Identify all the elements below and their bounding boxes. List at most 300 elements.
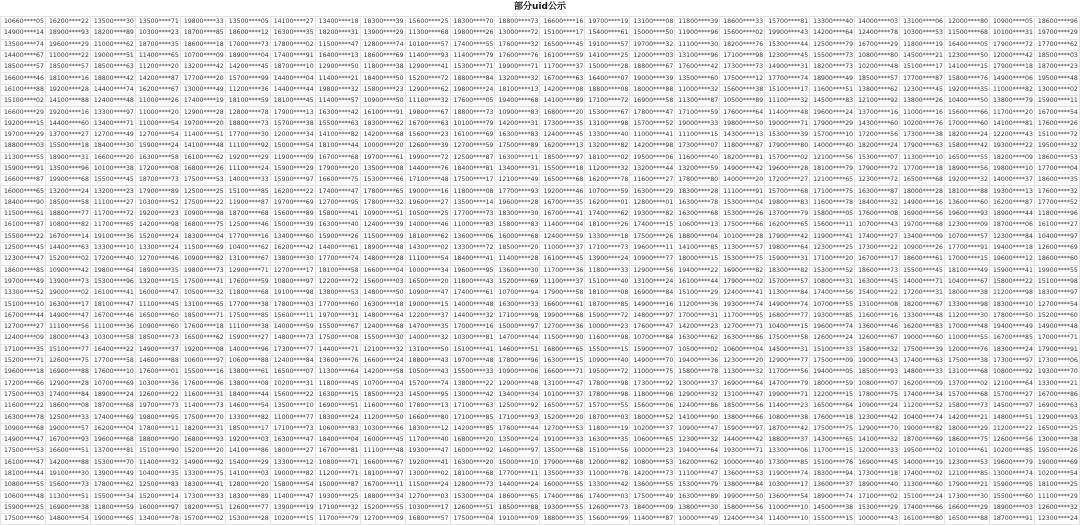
uid-cell: 10900****06: [495, 367, 540, 378]
uid-cell: 10300****52: [135, 197, 180, 208]
uid-cell: 18100****45: [270, 96, 315, 107]
uid-cell: 17500****70: [180, 412, 225, 423]
uid-cell: 18300****62: [360, 118, 405, 129]
uid-cell: 16300****87: [855, 186, 900, 197]
uid-cell: 12300****72: [855, 175, 900, 186]
uid-cell: 14700****35: [405, 322, 450, 333]
uid-cell: 13600****60: [945, 197, 990, 208]
uid-cell: 18200****31: [315, 28, 360, 39]
uid-cell: 18700****68: [90, 401, 135, 412]
uid-cell: 10900****82: [180, 254, 225, 265]
uid-cell: 16700****46: [90, 310, 135, 321]
uid-cell: 11000****55: [945, 333, 990, 344]
uid-cell: 12900****28: [45, 378, 90, 389]
uid-cell: 15200****72: [405, 73, 450, 84]
uid-cell: 15800****32: [855, 344, 900, 355]
uid-cell: 17100****02: [855, 491, 900, 502]
uid-cell: 12000****03: [630, 50, 675, 61]
uid-cell: 11300****68: [405, 28, 450, 39]
uid-cell: 17600****18: [180, 322, 225, 333]
uid-cell: 15300****75: [720, 254, 765, 265]
uid-cell: 19800****50: [720, 118, 765, 129]
uid-cell: 17700****58: [90, 355, 135, 366]
uid-cell: 12600****39: [405, 141, 450, 152]
uid-cell: 11500****47: [315, 39, 360, 50]
uid-cell: 14400****24: [495, 480, 540, 491]
uid-cell: 18300****94: [810, 468, 855, 479]
table-row: [1, 401, 1080, 412]
uid-cell: 16700****29: [855, 39, 900, 50]
uid-cell: 15500****60: [989, 491, 1034, 502]
uid-cell: 17500****09: [810, 355, 855, 366]
uid-cell: 17600****96: [180, 378, 225, 389]
uid-cell: 18600****53: [1034, 152, 1079, 163]
uid-cell: 18500****57: [855, 73, 900, 84]
uid-cell: 17100****35: [1, 344, 46, 355]
uid-cell: 14200****45: [225, 62, 270, 73]
uid-cell: 18600****75: [945, 434, 990, 445]
uid-cell: 16700****81: [315, 446, 360, 457]
uid-cell: 13600****55: [630, 480, 675, 491]
uid-cell: 19000****02: [45, 288, 90, 299]
uid-cell: 14900****74: [765, 299, 810, 310]
uid-cell: 18300****89: [225, 491, 270, 502]
uid-cell: 18700****68: [225, 209, 270, 220]
uid-cell: 13800****66: [720, 412, 765, 423]
uid-cell: 16000****65: [1, 186, 46, 197]
uid-cell: 16100****59: [540, 50, 585, 61]
uid-cell: 17100****32: [315, 502, 360, 513]
uid-cell: 12600****67: [855, 333, 900, 344]
uid-cell: 10700****55: [810, 299, 855, 310]
uid-cell: 18200****76: [720, 39, 765, 50]
uid-cell: 17900****91: [1034, 344, 1079, 355]
uid-cell: 13800****61: [225, 367, 270, 378]
uid-cell: 14300****02: [405, 242, 450, 253]
uid-cell: 17000****71: [1034, 333, 1079, 344]
uid-cell: 17700****04: [1034, 163, 1079, 174]
uid-cell: 19700****20: [180, 118, 225, 129]
uid-cell: 11000****37: [540, 242, 585, 253]
uid-cell: 11300****84: [765, 288, 810, 299]
uid-cell: 16300****58: [135, 152, 180, 163]
uid-cell: 12700****46: [135, 254, 180, 265]
table-row: [1, 480, 1080, 491]
uid-cell: 19600****79: [989, 457, 1034, 468]
uid-cell: 19600****93: [945, 209, 990, 220]
uid-cell: 18100****26: [585, 220, 630, 231]
uid-cell: 12100****85: [945, 468, 990, 479]
uid-cell: 19000****69: [1034, 457, 1079, 468]
uid-cell: 10200****31: [270, 378, 315, 389]
table-row: [1, 355, 1080, 366]
uid-cell: 15100****40: [585, 276, 630, 287]
uid-cell: 17600****08: [855, 209, 900, 220]
uid-cell: 19800****73: [180, 265, 225, 276]
uid-cell: 14900****47: [45, 310, 90, 321]
uid-cell: 12800****01: [630, 197, 675, 208]
uid-cell: 10700****09: [180, 50, 225, 61]
uid-cell: 19300****85: [810, 310, 855, 321]
uid-cell: 14400****42: [720, 434, 765, 445]
uid-cell: 13600****06: [450, 231, 495, 242]
uid-cell: 12600****22: [135, 389, 180, 400]
uid-cell: 17300****07: [675, 141, 720, 152]
uid-cell: 12900****77: [765, 355, 810, 366]
uid-cell: 18000****27: [270, 446, 315, 457]
uid-cell: 16300****83: [495, 129, 540, 140]
table-row: [1, 50, 1080, 61]
uid-cell: 18100****49: [945, 265, 990, 276]
uid-cell: 11500****69: [180, 242, 225, 253]
uid-cell: 17700****38: [225, 299, 270, 310]
uid-cell: 19900****68: [540, 310, 585, 321]
uid-cell: 11000****16: [900, 107, 945, 118]
uid-cell: 18500****93: [855, 367, 900, 378]
uid-cell: 17900****72: [989, 39, 1034, 50]
uid-cell: 13100****98: [585, 118, 630, 129]
uid-cell: 19000****33: [675, 118, 720, 129]
uid-cell: 11700****40: [405, 434, 450, 445]
uid-cell: 18800****43: [405, 355, 450, 366]
uid-cell: 16600****51: [45, 446, 90, 457]
uid-cell: 18800****08: [585, 84, 630, 95]
uid-cell: 16600****87: [1, 175, 46, 186]
uid-cell: 10800****97: [270, 276, 315, 287]
uid-cell: 10300****66: [360, 423, 405, 434]
uid-cell: 18400****04: [315, 434, 360, 445]
uid-cell: 11100****32: [405, 96, 450, 107]
uid-cell: 11600****16: [855, 310, 900, 321]
uid-cell: 16300****89: [675, 491, 720, 502]
uid-cell: 11000****75: [630, 367, 675, 378]
uid-cell: 18700****03: [585, 412, 630, 423]
uid-cell: 18300****39: [360, 17, 405, 28]
uid-cell: 12200****72: [315, 276, 360, 287]
uid-cell: 14500****83: [810, 96, 855, 107]
uid-cell: 13100****50: [405, 344, 450, 355]
uid-cell: 17800****03: [270, 299, 315, 310]
uid-cell: 11400****21: [315, 73, 360, 84]
uid-cell: 14000****37: [989, 175, 1034, 186]
uid-cell: 10600****88: [225, 355, 270, 366]
uid-cell: 16300****45: [855, 276, 900, 287]
uid-cell: 12400****68: [360, 322, 405, 333]
uid-cell: 16400****05: [945, 39, 990, 50]
uid-cell: 16300****15: [540, 355, 585, 366]
uid-cell: 10800****38: [765, 412, 810, 423]
uid-cell: 16600****20: [90, 152, 135, 163]
uid-cell: 15200****02: [45, 254, 90, 265]
uid-cell: 15300****04: [450, 491, 495, 502]
uid-cell: 17800****32: [360, 197, 405, 208]
uid-cell: 14700****44: [495, 333, 540, 344]
uid-cell: 18600****96: [1034, 17, 1079, 28]
uid-cell: 16800****75: [180, 220, 225, 231]
uid-cell: 16500****57: [540, 401, 585, 412]
uid-cell: 10400****74: [900, 412, 945, 423]
uid-cell: 16700****44: [1, 310, 46, 321]
uid-cell: 13200****23: [90, 186, 135, 197]
uid-cell: 17800****65: [360, 186, 405, 197]
uid-cell: 13100****47: [720, 389, 765, 400]
uid-cell: 11500****61: [1, 209, 46, 220]
uid-cell: 12000****33: [855, 446, 900, 457]
uid-cell: 13500****24: [495, 434, 540, 445]
uid-cell: 16100****62: [180, 152, 225, 163]
uid-cell: 19000****15: [405, 299, 450, 310]
uid-cell: 15100****98: [1034, 276, 1079, 287]
uid-cell: 18300****28: [675, 186, 720, 197]
uid-cell: 19700****31: [315, 310, 360, 321]
uid-cell: 16100****91: [360, 107, 405, 118]
uid-cell: 10000****49: [675, 514, 720, 525]
uid-cell: 11900****74: [765, 468, 810, 479]
uid-cell: 13300****52: [1, 288, 46, 299]
uid-cell: 15700****99: [225, 73, 270, 84]
table-row: [1, 186, 1080, 197]
uid-cell: 11400****65: [135, 50, 180, 61]
uid-cell: 16000****47: [135, 288, 180, 299]
uid-cell: 14100****15: [945, 62, 990, 73]
uid-cell: 18400****09: [630, 502, 675, 513]
uid-cell: 11800****59: [90, 502, 135, 513]
uid-cell: 11300****64: [315, 367, 360, 378]
uid-cell: 19000****51: [90, 50, 135, 61]
uid-cell: 16300****18: [360, 299, 405, 310]
uid-cell: 15900****24: [135, 141, 180, 152]
uid-cell: 16900****63: [1034, 401, 1079, 412]
uid-cell: 17700****91: [945, 242, 990, 253]
uid-cell: 15900****31: [765, 254, 810, 265]
uid-cell: 13300****42: [585, 480, 630, 491]
uid-cell: 12900****48: [495, 378, 540, 389]
uid-cell: 19500****48: [1034, 73, 1079, 84]
uid-cell: 18800****90: [135, 434, 180, 445]
uid-cell: 15200****71: [1, 355, 46, 366]
uid-cell: 15600****89: [270, 209, 315, 220]
uid-cell: 13000****72: [495, 28, 540, 39]
uid-cell: 12600****77: [225, 502, 270, 513]
uid-cell: 14000****20: [720, 175, 765, 186]
uid-cell: 18400****50: [360, 73, 405, 84]
uid-cell: 19800****33: [180, 17, 225, 28]
uid-cell: 16100****69: [450, 129, 495, 140]
uid-cell: 15500****45: [900, 265, 945, 276]
uid-cell: 12500****33: [45, 412, 90, 423]
uid-cell: 12300****45: [900, 84, 945, 95]
uid-cell: 14400****32: [450, 310, 495, 321]
uid-cell: 14800****28: [360, 254, 405, 265]
uid-cell: 13400****71: [90, 118, 135, 129]
uid-cell: 13600****46: [855, 322, 900, 333]
uid-cell: 12900****93: [1034, 412, 1079, 423]
uid-cell: 18400****30: [90, 141, 135, 152]
uid-cell: 18700****06: [989, 220, 1034, 231]
uid-cell: 16100****44: [675, 276, 720, 287]
uid-cell: 15300****44: [765, 39, 810, 50]
uid-cell: 19700****69: [270, 197, 315, 208]
uid-cell: 15600****03: [360, 276, 405, 287]
uid-cell: 15600****25: [405, 17, 450, 28]
uid-cell: 13300****40: [585, 129, 630, 140]
uid-cell: 17300****35: [540, 118, 585, 129]
uid-cell: 10000****20: [360, 141, 405, 152]
uid-cell: 17700****11: [495, 468, 540, 479]
uid-cell: 12200****37: [405, 310, 450, 321]
uid-cell: 14100****82: [315, 129, 360, 140]
uid-cell: 16300****15: [315, 389, 360, 400]
uid-cell: 18800****35: [540, 514, 585, 525]
uid-cell: 11100****56: [45, 322, 90, 333]
uid-cell: 13400****09: [900, 231, 945, 242]
uid-cell: 13300****48: [900, 310, 945, 321]
uid-cell: 15500****73: [810, 50, 855, 61]
uid-cell: 11400****04: [540, 220, 585, 231]
uid-cell: 11200****71: [315, 468, 360, 479]
uid-cell: 18200****09: [989, 152, 1034, 163]
uid-cell: 10700****94: [495, 288, 540, 299]
uid-cell: 15600****02: [720, 28, 765, 39]
uid-cell: 12200****43: [989, 129, 1034, 140]
uid-cell: 11800****45: [315, 378, 360, 389]
uid-cell: 11600****51: [810, 84, 855, 95]
uid-cell: 14800****73: [270, 333, 315, 344]
uid-cell: 15700****81: [765, 17, 810, 28]
uid-cell: 15900****97: [270, 175, 315, 186]
uid-cell: 11300****60: [900, 480, 945, 491]
uid-cell: 11100****91: [720, 186, 765, 197]
uid-cell: 15900****26: [315, 231, 360, 242]
uid-cell: 14000****19: [900, 457, 945, 468]
uid-cell: 15900****91: [1, 163, 46, 174]
uid-cell: 13600****37: [810, 480, 855, 491]
uid-cell: 10300****17: [765, 480, 810, 491]
uid-cell: 11100****48: [360, 446, 405, 457]
uid-cell: 18900****56: [945, 163, 990, 174]
uid-cell: 19300****70: [1034, 367, 1079, 378]
uid-cell: 13300****06: [765, 446, 810, 457]
uid-cell: 19800****95: [135, 412, 180, 423]
uid-cell: 16100****88: [1, 84, 46, 95]
uid-cell: 13800****26: [900, 96, 945, 107]
uid-cell: 13200****82: [585, 141, 630, 152]
uid-cell: 17100****73: [585, 242, 630, 253]
uid-cell: 11800****96: [1034, 209, 1079, 220]
uid-cell: 12100****56: [810, 152, 855, 163]
uid-cell: 13200****59: [675, 163, 720, 174]
uid-cell: 19800****32: [315, 84, 360, 95]
uid-cell: 16100****80: [900, 514, 945, 525]
uid-cell: 17400****55: [450, 39, 495, 50]
uid-cell: 13500****74: [1, 39, 46, 50]
uid-cell: 14100****48: [180, 141, 225, 152]
uid-cell: 15100****17: [900, 62, 945, 73]
uid-cell: 16000****55: [540, 480, 585, 491]
uid-cell: 10600****04: [720, 344, 765, 355]
uid-cell: 11000****82: [989, 84, 1034, 95]
uid-cell: 12400****86: [675, 401, 720, 412]
uid-cell: 17000****31: [675, 310, 720, 321]
uid-cell: 17100****72: [585, 96, 630, 107]
uid-cell: 14100****03: [225, 468, 270, 479]
uid-cell: 12100****65: [810, 175, 855, 186]
uid-cell: 18800****73: [450, 107, 495, 118]
uid-cell: 14900****06: [989, 73, 1034, 84]
uid-cell: 17500****04: [450, 514, 495, 525]
uid-cell: 13800****84: [720, 480, 765, 491]
uid-cell: 18900****40: [855, 480, 900, 491]
uid-cell: 16000****45: [360, 434, 405, 445]
uid-cell: 11800****33: [585, 265, 630, 276]
uid-cell: 13900****19: [270, 502, 315, 513]
uid-cell: 10100****31: [989, 28, 1034, 39]
uid-cell: 18100****44: [315, 141, 360, 152]
uid-cell: 19300****82: [630, 209, 675, 220]
uid-cell: 18800****04: [675, 231, 720, 242]
uid-cell: 18900****24: [90, 389, 135, 400]
uid-cell: 19900****71: [495, 62, 540, 73]
uid-cell: 12900****41: [405, 62, 450, 73]
uid-cell: 17800****50: [989, 310, 1034, 321]
uid-cell: 13100****06: [900, 17, 945, 28]
uid-cell: 17300****77: [270, 344, 315, 355]
table-row: [1, 231, 1080, 242]
uid-cell: 16000****92: [450, 446, 495, 457]
uid-cell: 11000****83: [450, 220, 495, 231]
uid-cell: 12500****87: [450, 152, 495, 163]
uid-cell: 11200****50: [360, 412, 405, 423]
uid-cell: 10500****02: [675, 344, 720, 355]
uid-cell: 16700****54: [1034, 107, 1079, 118]
uid-cell: 17300****97: [989, 355, 1034, 366]
uid-cell: 19500****26: [1034, 446, 1079, 457]
uid-cell: 12400****48: [90, 96, 135, 107]
uid-cell: 15500****67: [315, 322, 360, 333]
uid-cell: 15700****57: [765, 276, 810, 287]
uid-cell: 17600****42: [675, 62, 720, 73]
uid-cell: 15900****07: [630, 344, 675, 355]
uid-cell: 10100****38: [90, 163, 135, 174]
uid-cell: 11000****78: [585, 468, 630, 479]
uid-cell: 17500****53: [180, 175, 225, 186]
uid-cell: 11100****36: [90, 322, 135, 333]
uid-cell: 14000****32: [405, 333, 450, 344]
uid-cell: 15300****96: [90, 276, 135, 287]
uid-cell: 11400****93: [405, 50, 450, 61]
uid-cell: 16500****20: [405, 276, 450, 287]
uid-cell: 10200****37: [630, 423, 675, 434]
uid-cell: 15700****38: [270, 118, 315, 129]
uid-cell: 16300****47: [270, 434, 315, 445]
uid-cell: 15700****10: [810, 129, 855, 140]
uid-cell: 14800****54: [45, 514, 90, 525]
uid-cell: 12600****73: [585, 502, 630, 513]
uid-cell: 14400****74: [90, 84, 135, 95]
uid-cell: 12100****32: [360, 344, 405, 355]
uid-cell: 17700****16: [225, 231, 270, 242]
uid-cell: 13700****81: [90, 446, 135, 457]
uid-cell: 19600****27: [405, 197, 450, 208]
uid-cell: 18400****44: [225, 389, 270, 400]
uid-cell: 12100****49: [495, 175, 540, 186]
uid-cell: 16900****82: [720, 265, 765, 276]
uid-cell: 19800****10: [989, 163, 1034, 174]
uid-cell: 11600****78: [810, 197, 855, 208]
uid-cell: 12100****64: [989, 378, 1034, 389]
uid-cell: 19400****18: [989, 242, 1034, 253]
uid-cell: 18600****85: [1, 265, 46, 276]
